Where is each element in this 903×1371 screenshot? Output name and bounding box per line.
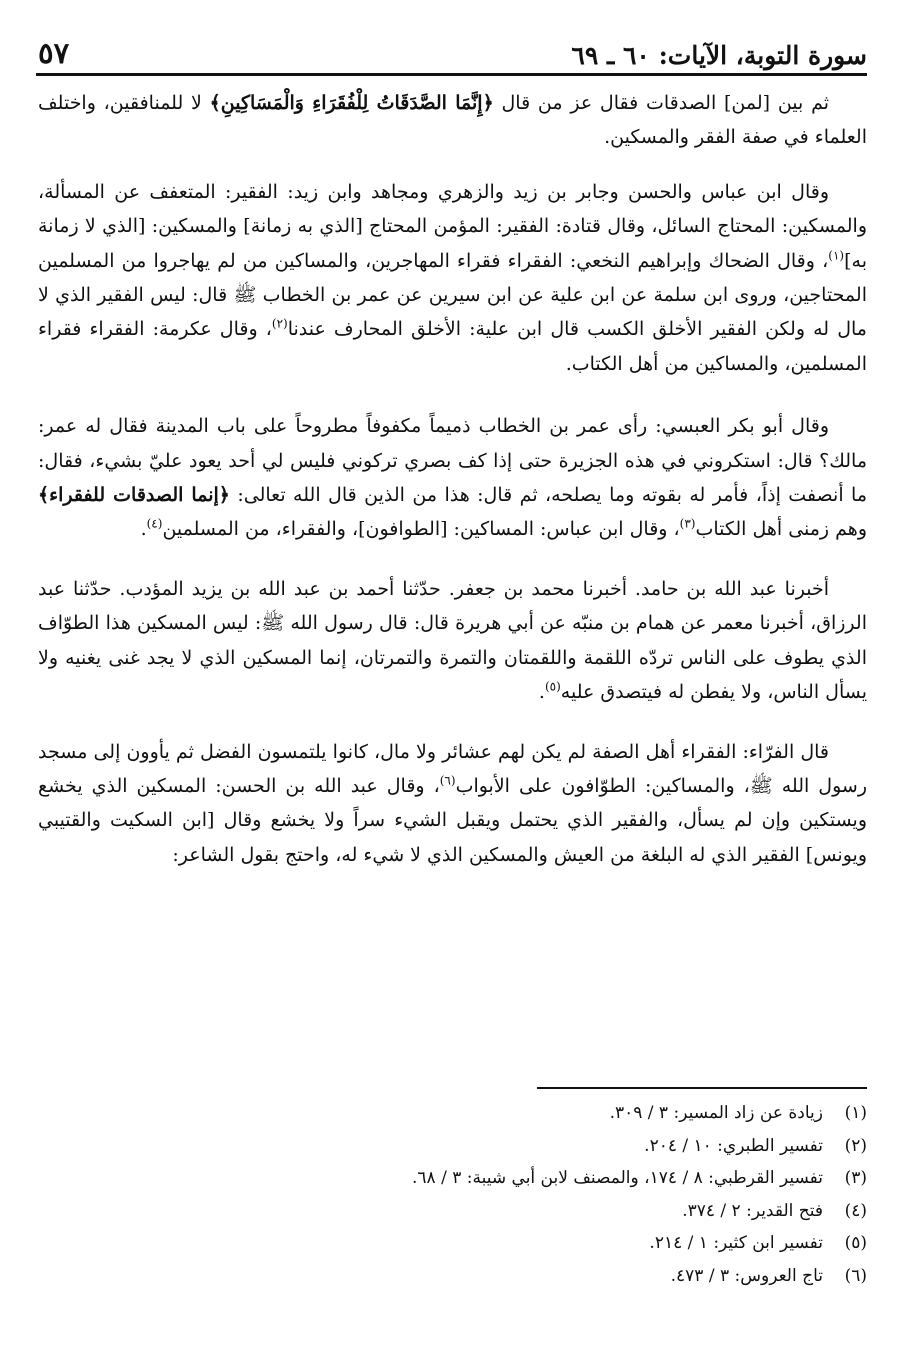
footnote-number: (٤) — [844, 1200, 867, 1221]
footnote-ref-6[interactable]: (٦) — [439, 773, 456, 788]
footnote-number: (٢) — [844, 1135, 867, 1156]
header-divider — [36, 73, 867, 76]
main-text — [38, 86, 867, 896]
footnote-text: فتح القدير: ٢ / ٣٧٤. — [682, 1200, 823, 1221]
paragraph-4: أخبرنا عبد الله بن حامد. أخبرنا محمد بن جعفر. حدّثنا أحمد بن عبد الله بن يزيد المؤدب. حدّثنا عبد الرزاق، أخبرنا معمر عن همام بن منبّه عن أبي هريرة قال: قال رسول الله ﷺ: ليس المسكين هذا الطوّاف الذي يطوف على الناس تردّه اللقمة واللقمتان والتمرة والتمرتان، إنما المسكين الذي لا يجد غنى يغنيه ولا يسأل الناس، ولا يفطن له فيتصدق عليه$^{(٥)}$. — [38, 577, 867, 704]
footnote-item — [38, 1130, 867, 1163]
paragraph-1: ثم بين [لمن] الصدقات فقال عز من قال ﴿إِنَّمَا الصَّدَقَاتُ لِلْفُقَرَاءِ وَالْمَسَاكِينِ﴾ لا للمنافقين، واختلف العلماء في صفة الفقر والمسكين. — [38, 92, 867, 149]
footnote-divider — [537, 1087, 867, 1089]
page-header — [38, 22, 867, 70]
footnote-text: تفسير ابن كثير: ١ / ٢١٤. — [649, 1233, 823, 1253]
quran-verse: ﴿إِنَّمَا الصَّدَقَاتُ لِلْفُقَرَاءِ وَالْمَسَاكِينِ﴾ — [209, 92, 494, 114]
footnote-item — [38, 1097, 867, 1130]
footnote-text: تفسير الطبري: ١٠ / ٢٠٤. — [644, 1135, 823, 1156]
footnote-item — [38, 1162, 867, 1195]
paragraph-2: وقال ابن عباس والحسن وجابر بن زيد والزهري ومجاهد وابن زيد: الفقير: المتعفف عن المسألة، والمسكين: المحتاج السائل، وقال قتادة: الفقير: المؤمن المحتاج [الذي به زمانة] والمسكين: [الذي لا زمانة به]$^{(١)}$، وقال الضحاك وإبراهيم النخعي: الفقراء فقراء المهاجرين، والمساكين من لم يهاجروا من المسلمين المحتاجين، وروى ابن سلمة عن ابن علية عن ابن سيرين عن عمر بن الخطاب ﷺ قال: ليس الفقير الذي لا مال له ولكن الفقير الأخلق الكسب قال ابن علية: الأخلق المحارف عندنا$^{(٢)}$، وقال عكرمة: الفقراء فقراء المسلمين، والمساكين من أهل الكتاب. — [38, 180, 867, 375]
paragraph-3: وقال أبو بكر العبسي: رأى عمر بن الخطاب ذميماً مكفوفاً مطروحاً على باب المدينة فقال له عمر: مالك؟ قال: استكروني في هذه الجزيرة حتى إذا كف بصري تركوني فليس لي أحد يعود عليّ بشيء، فقال: ما أنصفت إذاً، فأمر له بقوته وما يصلحه، ثم قال: هذا من الذين قال الله تعالى: ﴿إنما الصدقات للفقراء﴾ وهم زمنى أهل الكتاب$^{(٣)}$، وقال ابن عباس: المساكين: [الطوافون]، والفقراء، من المسلمين$^{(٤)}$. — [38, 415, 867, 541]
paragraph-5: قال الفرّاء: الفقراء أهل الصفة لم يكن لهم عشائر ولا مال، كانوا يلتمسون الفضل ثم يأوون إلى مسجد رسول الله ﷺ، والمساكين: الطوّافون على الأبواب$^{(٦)}$، وقال عبد الله بن الحسن: المسكين الذي يخشع ويستكين وإن لم يسأل، والفقير الذي يحتمل ويقبل الشيء سراً ولا يخشع وقال [ابن السكيت والقتيبي ويونس] الفقير الذي له البلغة من العيش والمسكين الذي لا شيء له، واحتج بقول الشاعر: — [38, 740, 867, 866]
footnote-ref-1[interactable]: (١) — [828, 248, 845, 263]
footnote-text: تاج العروس: ٣ / ٤٧٣. — [670, 1265, 823, 1286]
footnote-ref-3[interactable]: (٣) — [679, 517, 696, 532]
footnote-text: تفسير القرطبي: ٨ / ١٧٤، والمصنف لابن أبي شيبة: ٣ / ٦٨. — [412, 1168, 823, 1188]
footnote-number: (٣) — [844, 1168, 867, 1188]
footnotes-list — [38, 1097, 867, 1292]
footnote-number: (٥) — [844, 1233, 867, 1253]
running-title: سورة التوبة، الآيات: ٦٠ ـ ٦٩ — [571, 41, 867, 70]
page-number: ٥٧ — [38, 36, 70, 70]
footnote-ref-4[interactable]: (٤) — [146, 517, 163, 532]
footnote-text: زيادة عن زاد المسير: ٣ / ٣٠٩. — [609, 1103, 823, 1123]
footnote-item — [38, 1227, 867, 1260]
footnote-item — [38, 1260, 867, 1293]
footnote-number: (٦) — [844, 1265, 867, 1286]
footnote-ref-5[interactable]: (٥) — [544, 679, 561, 694]
footnote-item — [38, 1195, 867, 1228]
footnote-number: (١) — [844, 1103, 867, 1123]
footnote-ref-2[interactable]: (٢) — [271, 317, 288, 332]
quran-verse: ﴿إنما الصدقات للفقراء﴾ — [38, 484, 230, 507]
